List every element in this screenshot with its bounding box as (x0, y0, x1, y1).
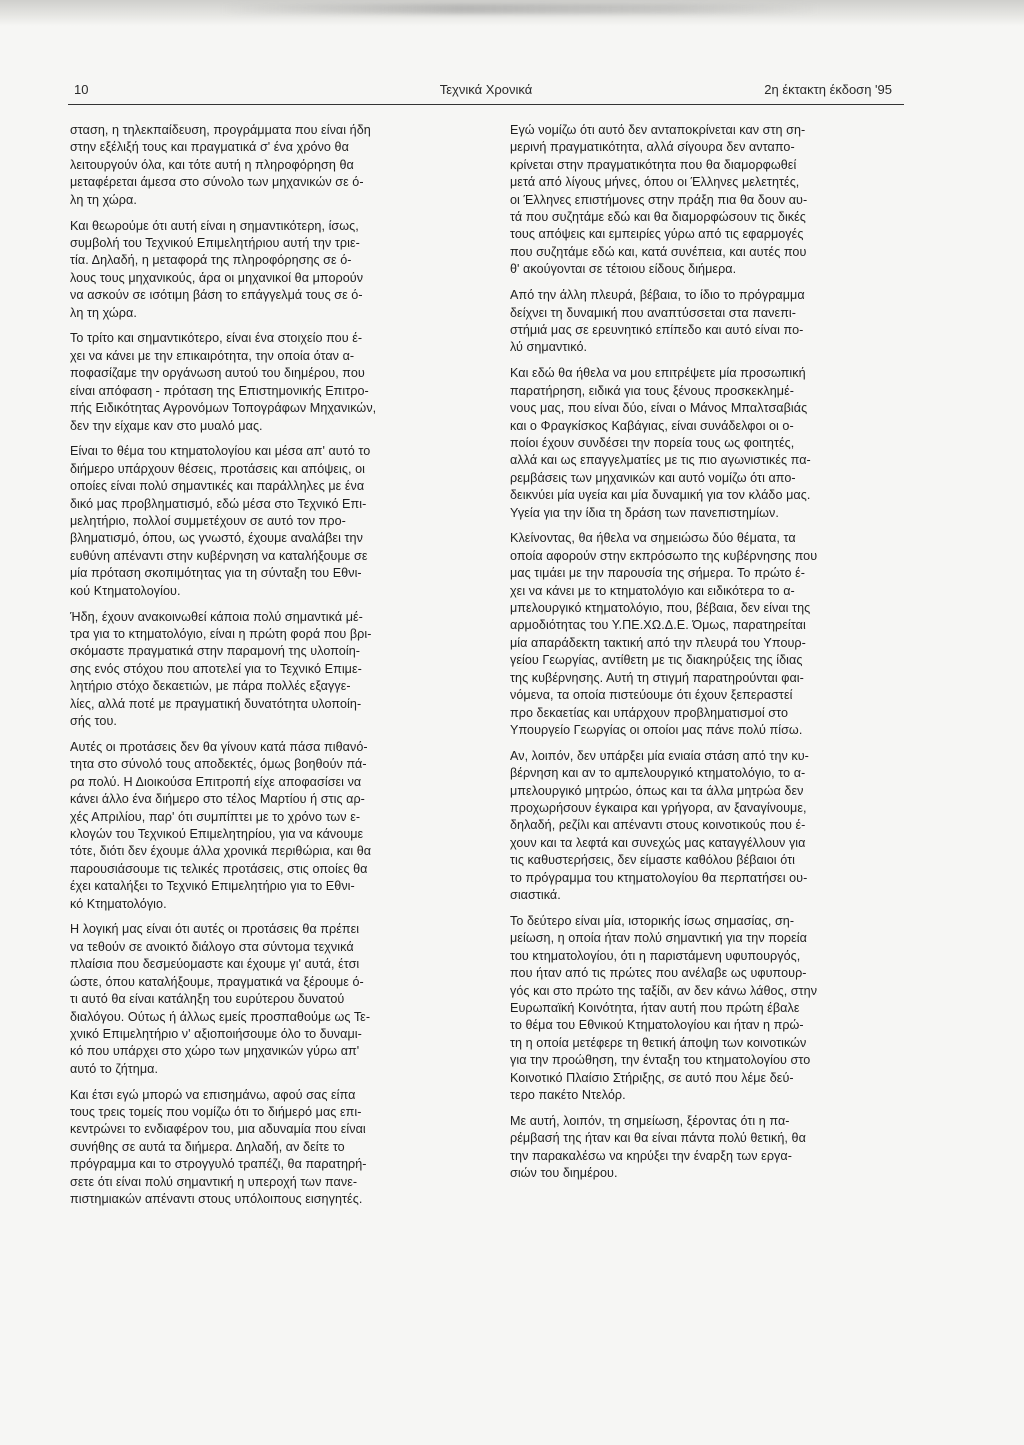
paragraph: Είναι το θέμα του κτηματολογίου και μέσα απ' αυτό το διήμερο υπάρχουν θέσεις, προτάσεις και απόψεις, οι οποίες είναι πολύ σημαντικές και παράλληλες με ένα δικό μας προβληματισμό, εδώ μέσα στο Τεχνικό Επι- μελητήριο, πολλοί συμμετέχουν σε αυτό τον προ- βληματισμό, όπου, ως γνωστό, έχουμε αναλάβει την ευθύνη απέναντι στην κυβέρνηση να καταλήξουμε σε μία πρόταση σκοπιμότητας για τη σύνταξη του Εθνι- κού Κτηματολογίου. (70, 444, 371, 598)
paragraph: Αυτές οι προτάσεις δεν θα γίνουν κατά πάσα πιθανό- τητα στο σύνολό τους αποδεκτές, όμως βοηθούν πά- ρα πολύ. Η Διοικούσα Επιτροπή είχε αποφασίσει να κάνει άλλο ένα διήμερο στο τέλος Μαρτίου ή στις αρ- χές Απριλίου, παρ' ότι συμπίπτει με το χρόνο των ε- κλογών του Τεχνικού Επιμελητηρίου, για να κάνουμε τότε, διότι δεν έχουμε άλλα χρονικά περιθώρια, και θα παρουσιάσουμε τις τελικές προτάσεις, στις οποίες θα έχει καταλήξει το Τεχνικό Επιμελητήριο για το Εθνι- κό Κτηματολόγιο. (70, 739, 372, 911)
paragraph: Από την άλλη πλευρά, βέβαια, το ίδιο το πρόγραμμα δείχνει τη δυναμική που αναπτύσσεται στα πανεπι- στήμιά μας σε ερευνητικό επίπεδο και αυτό είναι πο- λύ σημαντικό. (510, 288, 805, 355)
paragraph: σταση, η τηλεκπαίδευση, προγράμματα που είναι ήδη στην εξέλιξή τους και πραγματικά σ' ένα χρόνο θα λειτουργούν όλα, και τότε αυτή η πληροφόρηση θα μεταφέρεται άμεσα στο σύνολο των μηχανικών σε ό- λη τη χώρα. (70, 123, 371, 207)
paragraph: Η λογική μας είναι ότι αυτές οι προτάσεις θα πρέπει να τεθούν σε ανοικτό διάλογο στα σύντομα τεχνικά πλαίσια που δεσμεύομαστε και έχουμε γι' αυτά, έτσι ώστε, όπου καταλήξουμε, πραγματικά να ξέρουμε ό- τι αυτό θα είναι κατάληξη του ευρύτερου δυνατού διαλόγου. Ούτως ή άλλως εμείς προσπαθούμε ως Τε- χνικό Επιμελητήριο ν' αξιοποιήσουμε όλο το δυναμι- κό που υπάρχει στο χώρο των μηχανικών γύρω απ' αυτό το ζήτημα. (70, 922, 371, 1076)
page-header (68, 80, 904, 105)
paragraph: Και εδώ θα ήθελα να μου επιτρέψετε μία προσωπική παρατήρηση, ειδικά για τους ξένους προσκεκλημέ- νους μας, που είναι δύο, είναι ο Μάνος Μπαλτσαβιάς και ο Φραγκίσκος Καβάγιας, είναι συνάδελφοι οι ο- ποίοι έχουν συνδέσει την πορεία τους ως φοιτητές, αλλά και ως επαγγελματίες με τις πιο αγωνιστικές πα- ρεμβάσεις των μηχανικών και αυτό νομίζω ότι απο- δεικνύει μία υγεία και μία δυναμική για τον κλάδο μας. Υγεία για την ίδια τη δράση των πανεπιστημίων. (510, 366, 811, 520)
publication-title: Τεχνικά Χρονικά (439, 82, 533, 97)
paragraph: Και έτσι εγώ μπορώ να επισημάνω, αφού σας είπα τους τρεις τομείς που νομίζω ότι το διήμερό μας επι- κεντρώνει το ενδιαφέρον του, μια αδυναμία που είναι συνήθης σε αυτά τα διήμερα. Δηλαδή, αν δείτε το πρόγραμμα και το στρογγυλό τραπέζι, θα παρατηρή- σετε ότι είναι πολύ σημαντική η υπεροχή των πανε- πιστημιακών απέναντι στους υπόλοιπους εισηγητές. (70, 1087, 367, 1207)
right-column (510, 122, 902, 1191)
edition-label: 2η έκτακτη έκδοση '95 (764, 82, 892, 97)
paragraph: Με αυτή, λοιπόν, τη σημείωση, ξέροντας ότι η πα- ρέμβασή της ήταν και θα είναι πάντα πολύ θετική, θα την παρακαλέσω να κηρύξει την έναρξη των εργα- σιών του διημέρου. (510, 1113, 806, 1181)
paragraph: Αν, λοιπόν, δεν υπάρξει μία ενιαία στάση από την κυ- βέρνηση και αν το αμπελουργικό κτηματολόγιο, το α- μπελουργικό μητρώο, όπως και τα άλλα μητρώα δεν προχωρήσουν έγκαιρα και γρήγορα, αν ξαναγίνουμε, δηλαδή, ρεζίλι και απέναντι στους κοινοτικούς που έ- χουν και τα λεφτά και συνεχώς μας καταγγέλλουν για τις καθυστερήσεις, δεν είμαστε καθόλου βέβαιοι ότι το πρόγραμμα του κτηματολογίου θα περπατήσει ου- σιαστικά. (510, 748, 809, 903)
left-column (70, 122, 455, 1217)
paragraph: Κλείνοντας, θα ήθελα να σημειώσω δύο θέματα, τα οποία αφορούν στην εκπρόσωπο της κυβέρνησης που μας τιμάει με την παρουσία της σήμερα. Το πρώτο έ- χει να κάνει με το κτηματολόγιο και ειδικότερα το α- μπελουργικό κτηματολόγιο, που, βέβαια, δεν είναι της αρμοδιότητας του Υ.ΠΕ.ΧΩ.Δ.Ε. Όμως, παρατηρείται μία απαράδεκτη τακτική από την πλευρά του Υπουρ- γείου Γεωργίας, αντίθετη με τις διακηρύξεις της ίδιας της κυβέρνησης. Αυτή τη στιγμή παρατηρούνται φαι- νόμενα, τα οποία πιστεύουμε ότι έχουν ξεπεραστεί προ δεκαετίας και υπάρχουν προβληματισμοί στο Υπουργείο Γεωργίας οι οποίοι μας πάνε πολύ πίσω. (510, 531, 818, 737)
paragraph: Εγώ νομίζω ότι αυτό δεν ανταποκρίνεται καν στη ση- μερινή πραγματικότητα, αλλά σίγουρα δεν ανταπο- κρίνεται στην πραγματικότητα που θα διαμορφωθεί μετά από λίγους μήνες, όπου οι Έλληνες μελετητές, οι Έλληνες επιστήμονες στην πράξη πια θα δουν αυ- τά που συζητάμε εδώ και θα διαμορφώσουν τις δικές τους απόψεις και εμπειρίες γύρω από τις εφαρμογές που συζητάμε εδώ και, κατά συνέπεια, και αυτές που θ' ακούγονται σε τέτοιου είδους διήμερα. (510, 123, 808, 277)
paragraph: Το δεύτερο είναι μία, ιστορικής ίσως σημασίας, ση- μείωση, η οποία ήταν πολύ σημαντική για την πορεία του κτηματολογίου, ότι η παριστάμενη υφυπουργός, που ήταν από τις πρώτες που ανέλαβε ως υφυπουρ- γός και στο πρώτο της ταξίδι, αν δεν κάνω λάθος, στην Ευρωπαϊκή Κοινότητα, ήταν αυτή που πρώτη έβαλε το θέμα του Εθνικού Κτηματολογίου και ήταν η πρώ- τη η οποία μετέφερε τη θετική άποψη των κοινοτικών για την προώθηση, την ένταξη του κτηματολογίου στο Κοινοτικό Πλαίσιο Στήριξης, σε αυτό που λέμε δεύ- τερο πακέτο Ντελόρ. (510, 913, 818, 1103)
paragraph: Και θεωρούμε ότι αυτή είναι η σημαντικότερη, ίσως, συμβολή του Τεχνικού Επιμελητήριου αυτή την τριε- τία. Δηλαδή, η μεταφορά της πληροφόρησης σε ό- λους τους μηχανικούς, άρα οι μηχανικοί θα μπορούν να ασκούν σε ισότιμη βάση το επάγγελμά τους σε ό- λη τη χώρα. (70, 218, 364, 320)
page-number: 10 (74, 82, 89, 97)
scan-shadow (0, 0, 1024, 26)
paragraph: Το τρίτο και σημαντικότερο, είναι ένα στοιχείο που έ- χει να κάνει με την επικαιρότητα, την οποία όταν α- ποφασίζαμε την οργάνωση αυτού του διημέρου, που είναι απόφαση - πρόταση της Επιστημονικής Επιτρο- πής Ειδικότητας Αγρονόμων Τοπογράφων Μηχανικών, δεν την είχαμε καν στο μυαλό μας. (70, 331, 377, 433)
paragraph: Ήδη, έχουν ανακοινωθεί κάποια πολύ σημαντικά μέ- τρα για το κτηματολόγιο, είναι η πρώτη φορά που βρι- σκόμαστε πραγματικά στην παραμονή της υλοποίη- σης ενός στόχου που αποτελεί για το Τεχνικό Επιμε- λητήριο στόχο δεκαετιών, με πάρα πολλές εξαγγε- λίες, αλλά ποτέ με πραγματική δυνατότητα υλοποίη- σής του. (70, 609, 372, 728)
